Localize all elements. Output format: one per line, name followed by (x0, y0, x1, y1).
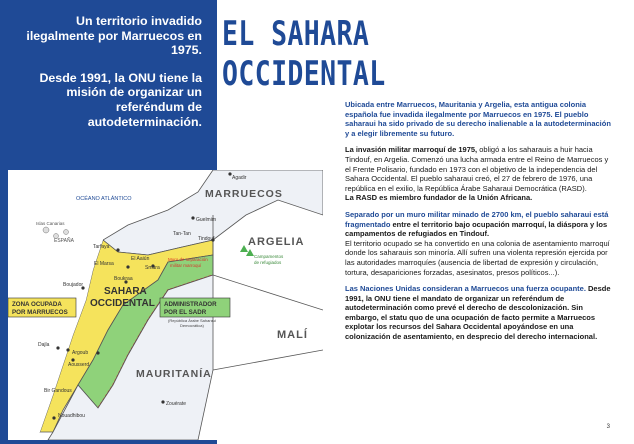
svg-text:Zouérate: Zouérate (166, 401, 187, 407)
svg-text:Smara: Smara (145, 265, 160, 271)
intro-text (6, 14, 202, 142)
svg-text:El Marsa: El Marsa (94, 261, 114, 267)
svg-text:ZONA OCUPADA: ZONA OCUPADA (12, 301, 62, 308)
label-spain: ESPAÑA (54, 238, 74, 244)
article-section-1: La invasión militar marroquí de 1975, obligó a los saharauis a huir hacia Tindouf, en Argelia. Comenzó una lucha armada entre el Reino de Marruecos y el Frente Polisario, fundado en 1973 con el objetivo de la independencia del Sahara Occidental. El pueblo saharaui creó, el 27 de febrero de 1976, una república en el exilio, la República Árabe Saharaui Democrática (RASD). La RASD es miembro fundador de la Unión Africana. (345, 145, 609, 203)
article-column (345, 100, 613, 349)
svg-text:Tarfaya: Tarfaya (93, 244, 110, 250)
article-section-3: Las Naciones Unidas consideran a Marruecos una fuerza ocupante. Desde 1991, la ONU tiene el mandato de organizar un referéndum de autodeterminación como prevé el derecho de descolonización. Sin embargo, el statu quo de una ocupación de facto permite a Marruecos explotar los recursos del Sahara Occidental apoyándose en una colonización de asentamiento, en desprecio del derecho internacional. (345, 284, 611, 342)
label-marruecos: MARRUECOS (205, 188, 283, 200)
label-mali: MALÍ (277, 329, 308, 341)
svg-text:Democrática): Democrática) (180, 323, 204, 328)
svg-text:ADMINISTRADOR: ADMINISTRADOR (164, 301, 217, 308)
title-line-1: EL SAHARA (222, 14, 370, 54)
label-wall-2: militar marroquí (170, 263, 202, 268)
label-wall-1: Muro de separación (168, 257, 208, 262)
label-camps-2: de refugiados (254, 260, 282, 265)
label-camps-1: Campamentos (254, 254, 284, 259)
svg-text:Agadir: Agadir (232, 175, 247, 181)
svg-text:Argoub: Argoub (72, 350, 89, 356)
label-argelia: ARGELIA (248, 236, 305, 248)
map-illustration (8, 170, 323, 440)
title-line-2: OCCIDENTAL (222, 54, 386, 94)
label-sahara-1: SAHARA (104, 286, 147, 297)
svg-text:Tindouf: Tindouf (198, 236, 215, 242)
svg-text:Boukraa: Boukraa (114, 276, 133, 282)
svg-text:Nouadhibou: Nouadhibou (58, 413, 85, 419)
page-number: 3 (606, 424, 610, 430)
article-section-2: Separado por un muro militar minado de 2700 km, el pueblo saharaui está fragmentado entre el territorio bajo ocupación marroquí, la diáspora y los campamentos de refugiados en Tindouf. El territorio ocupado se ha convertido en una colonia de asentamiento marroquí donde los saharauis son minoría. Allí sufren una violenta represión ejercida por las autoridades marroquíes (ausencia de libertad de expresión y circulación, tortura, desapariciones forzadas, asesinatos, presos políticos...). (345, 209, 610, 277)
map (8, 170, 323, 440)
svg-text:Guelmim: Guelmim (196, 217, 217, 223)
svg-text:Bir Gandous: Bir Gandous (44, 388, 72, 394)
label-islands: Islas Canarias (36, 221, 65, 226)
svg-text:Tan-Tan: Tan-Tan (173, 231, 191, 237)
svg-text:(República Árabe Saharaui: (República Árabe Saharaui (168, 318, 217, 323)
label-sahara-2: OCCIDENTAL (90, 298, 155, 309)
page-title (222, 14, 386, 94)
intro-paragraph-1: Un territorio invadido ilegalmente por Marruecos en 1975. (26, 14, 202, 58)
svg-text:POR MARRUECOS: POR MARRUECOS (12, 309, 68, 316)
svg-text:Aousserd: Aousserd (68, 362, 90, 368)
intro-paragraph-2: Desde 1991, la ONU tiene la misión de organizar un referéndum de autodeterminación. (39, 70, 202, 129)
label-mauritania: MAURITANÍA (136, 368, 212, 380)
svg-text:POR EL SADR: POR EL SADR (164, 309, 207, 316)
article-lead: Ubicada entre Marruecos, Mauritania y Argelia, esta antigua colonia española fue invadida ilegalmente por Marruecos en 1975. El pueblo saharaui ha sido privado de su derecho inalienable a la autodeterminación y a elegir libremente su futuro. (345, 100, 611, 138)
label-ocean: OCÉANO ATLÁNTICO (76, 196, 132, 202)
svg-text:Dajla: Dajla (38, 342, 50, 348)
svg-text:El Aaiún: El Aaiún (131, 256, 150, 262)
svg-text:Boujador: Boujador (63, 282, 84, 288)
